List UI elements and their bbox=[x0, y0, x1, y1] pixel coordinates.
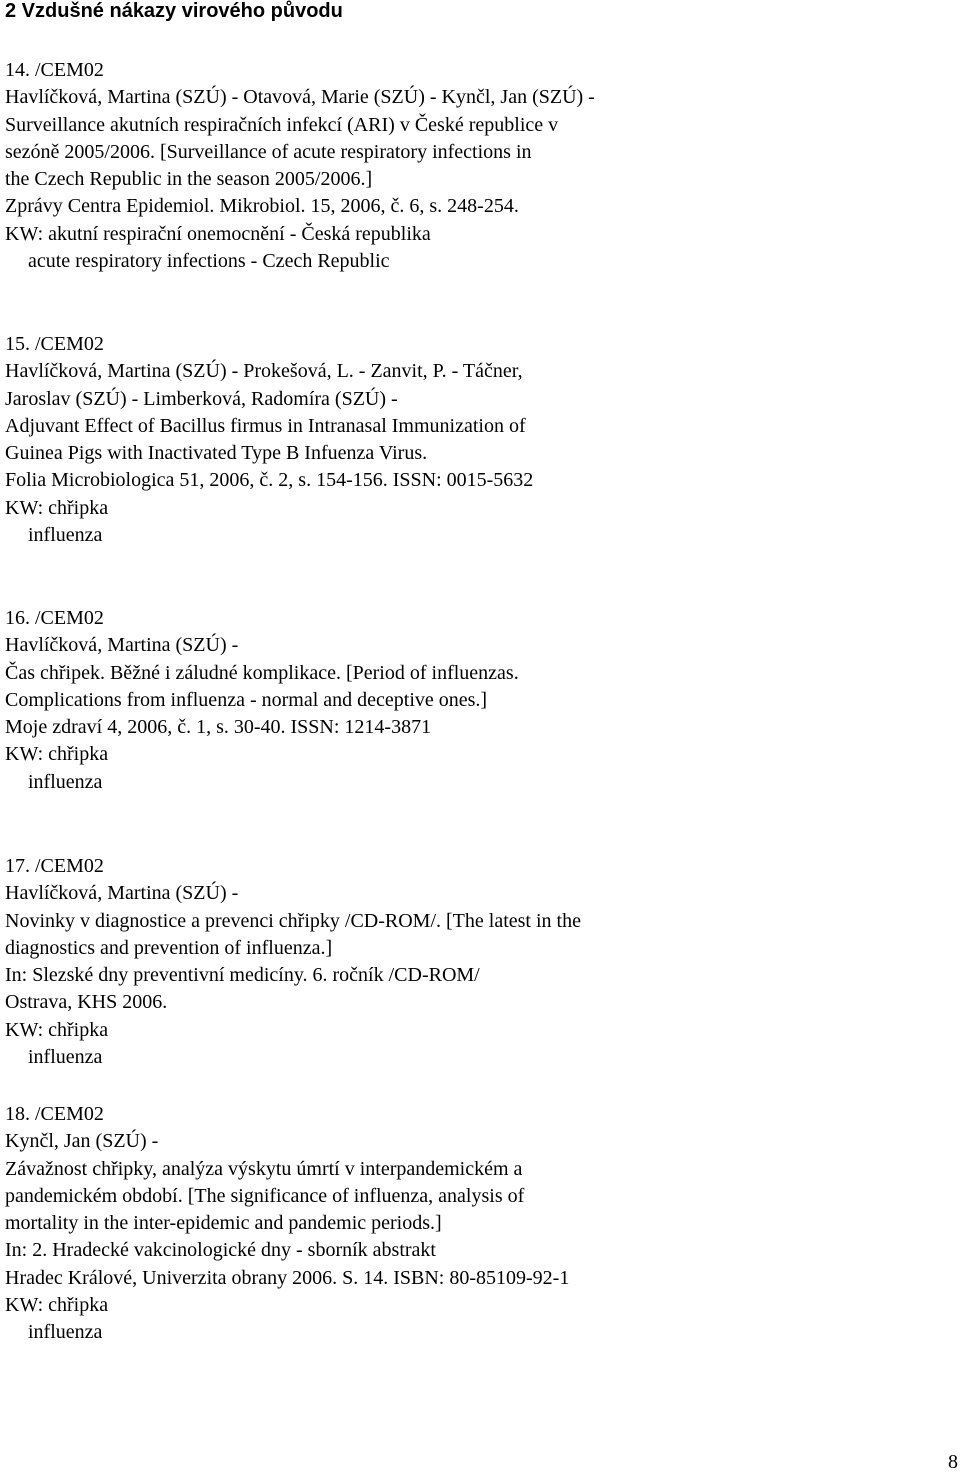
entry-source: In: Slezské dny preventivní medicíny. 6. ročník /CD-ROM/ bbox=[5, 964, 480, 987]
entry-authors: Havlíčková, Martina (SZÚ) - Otavová, Marie (SZÚ) - Kynčl, Jan (SZÚ) - bbox=[5, 86, 595, 109]
entry-source: Moje zdraví 4, 2006, č. 1, s. 30-40. ISSN: 1214-3871 bbox=[5, 716, 432, 739]
entry-source: Zprávy Centra Epidemiol. Mikrobiol. 15, 2006, č. 6, s. 248-254. bbox=[5, 195, 519, 218]
entry-keywords-english: acute respiratory infections - Czech Republic bbox=[28, 250, 390, 273]
bibliography-entry-16 bbox=[5, 605, 945, 796]
entry-keywords-english: influenza bbox=[28, 524, 103, 547]
entry-keywords: KW: chřipka bbox=[5, 1294, 109, 1317]
entry-source: Hradec Králové, Univerzita obrany 2006. S. 14. ISBN: 80-85109-92-1 bbox=[5, 1266, 570, 1289]
entry-number: 17. /CEM02 bbox=[5, 855, 104, 877]
bibliography-entry-17 bbox=[5, 853, 945, 1071]
entry-number: 15. /CEM02 bbox=[5, 333, 104, 355]
entry-keywords: KW: akutní respirační onemocnění - Česká republika bbox=[5, 222, 431, 245]
entry-source: Folia Microbiologica 51, 2006, č. 2, s. 154-156. ISSN: 0015-5632 bbox=[5, 469, 534, 492]
entry-keywords-english: influenza bbox=[28, 770, 103, 793]
entry-title: diagnostics and prevention of influenza.] bbox=[5, 936, 333, 959]
entry-title: Complications from influenza - normal and deceptive ones.] bbox=[5, 688, 488, 711]
entry-title: Závažnost chřipky, analýza výskytu úmrtí v interpandemickém a bbox=[5, 1157, 523, 1180]
entry-keywords-english: influenza bbox=[28, 1321, 103, 1344]
entry-source: Ostrava, KHS 2006. bbox=[5, 991, 168, 1014]
entry-title: Novinky v diagnostice a prevenci chřipky /CD-ROM/. [The latest in the bbox=[5, 909, 581, 932]
entry-number: 14. /CEM02 bbox=[5, 59, 104, 81]
bibliography-entry-18 bbox=[5, 1101, 945, 1347]
bibliography-entry-15 bbox=[5, 331, 945, 549]
entry-keywords: KW: chřipka bbox=[5, 1018, 109, 1041]
entry-title: mortality in the inter-epidemic and pandemic periods.] bbox=[5, 1212, 442, 1235]
entry-title: the Czech Republic in the season 2005/2006.] bbox=[5, 168, 373, 191]
bibliography-entry-14 bbox=[5, 57, 945, 275]
entry-authors: Havlíčková, Martina (SZÚ) - bbox=[5, 882, 239, 905]
entry-title: Guinea Pigs with Inactivated Type B Infuenza Virus. bbox=[5, 442, 428, 465]
entry-title: sezóně 2005/2006. [Surveillance of acute respiratory infections in bbox=[5, 140, 532, 163]
entry-title: Čas chřipek. Běžné i záludné komplikace. [Period of influenzas. bbox=[5, 661, 519, 684]
entry-title: Adjuvant Effect of Bacillus firmus in Intranasal Immunization of bbox=[5, 414, 526, 437]
entry-authors: Havlíčková, Martina (SZÚ) - Prokešová, L. - Zanvit, P. - Táčner, bbox=[5, 360, 523, 383]
entry-authors: Jaroslav (SZÚ) - Limberková, Radomíra (SZÚ) - bbox=[5, 387, 398, 410]
entry-number: 16. /CEM02 bbox=[5, 607, 104, 629]
entry-authors: Kynčl, Jan (SZÚ) - bbox=[5, 1130, 159, 1153]
entry-keywords: KW: chřipka bbox=[5, 743, 109, 766]
entry-source: In: 2. Hradecké vakcinologické dny - sborník abstrakt bbox=[5, 1239, 436, 1262]
entry-authors: Havlíčková, Martina (SZÚ) - bbox=[5, 634, 239, 657]
entry-keywords: KW: chřipka bbox=[5, 496, 109, 519]
page-number: 8 bbox=[948, 1451, 958, 1473]
section-heading: 2 Vzdušné nákazy virového původu bbox=[5, 0, 343, 22]
entry-title: Surveillance akutních respiračních infekcí (ARI) v České republice v bbox=[5, 113, 559, 136]
entry-title: pandemickém období. [The significance of influenza, analysis of bbox=[5, 1184, 525, 1207]
entry-keywords-english: influenza bbox=[28, 1046, 103, 1069]
entry-number: 18. /CEM02 bbox=[5, 1103, 104, 1125]
